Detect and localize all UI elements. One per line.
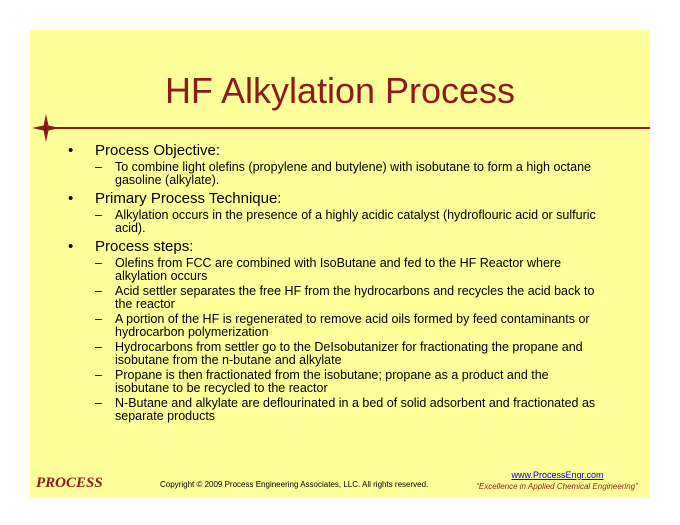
slide-title: HF Alkylation Process (164, 70, 516, 111)
dash-marker: – (95, 368, 102, 382)
website-link[interactable]: www.ProcessEngr.com (511, 470, 604, 480)
dash-marker: – (95, 160, 102, 174)
bullet-marker: • (68, 190, 74, 207)
company-logo: PROCESS (36, 475, 103, 491)
sub-bullet-text: Hydrocarbons from settler go to the DeIsobutanizer for fractionating the propane and isobutane from the n-butane and alkylate (115, 340, 583, 367)
slide (30, 30, 650, 498)
bullet-label: Process Objective: (95, 142, 221, 159)
sub-bullet-text: Acid settler separates the free HF from the hydrocarbons and recycles the acid back to the reactor (115, 284, 595, 311)
sub-bullet-item (66, 257, 646, 283)
sub-bullet-item (66, 341, 646, 367)
title-divider (42, 127, 650, 129)
dash-marker: – (95, 396, 102, 410)
sub-bullet-item (66, 397, 646, 423)
bullet-item (66, 190, 646, 207)
sub-bullet-text: Olefins from FCC are combined with IsoButane and fed to the HF Reactor where alkylation occurs (115, 256, 562, 283)
dash-marker: – (95, 208, 102, 222)
four-point-star-icon (32, 114, 60, 142)
bullet-item (66, 142, 646, 159)
sub-bullet-item (66, 209, 646, 235)
sub-bullet-item (66, 313, 646, 339)
sub-bullet-item (66, 369, 646, 395)
bullet-label: Primary Process Technique: (95, 190, 282, 207)
company-tagline: “Excellence in Applied Chemical Engineering” (476, 482, 638, 491)
sub-bullet-text: A portion of the HF is regenerated to remove acid oils formed by feed contaminants or hydrocarbon polymerization (115, 312, 590, 339)
bullet-marker: • (68, 238, 74, 255)
sub-bullet-text: Propane is then fractionated from the isobutane; propane as a product and the isobutane to be recycled to the reactor (115, 368, 549, 395)
copyright-notice: Copyright © 2009 Process Engineering Associates, LLC. All rights reserved. (160, 480, 429, 489)
sub-bullet-item (66, 285, 646, 311)
bullet-list (66, 139, 646, 423)
dash-marker: – (95, 312, 102, 326)
bullet-label: Process steps: (95, 238, 194, 255)
sub-bullet-item (66, 161, 646, 187)
dash-marker: – (95, 256, 102, 270)
bullet-marker: • (68, 142, 74, 159)
dash-marker: – (95, 284, 102, 298)
dash-marker: – (95, 340, 102, 354)
sub-bullet-text: Alkylation occurs in the presence of a highly acidic catalyst (hydroflouric acid or sulfuric acid). (115, 208, 596, 235)
sub-bullet-text: N-Butane and alkylate are deflourinated in a bed of solid adsorbent and fractionated as separate products (115, 396, 596, 423)
sub-bullet-text: To combine light olefins (propylene and butylene) with isobutane to form a high octane gasoline (alkylate). (115, 160, 591, 187)
bullet-item (66, 238, 646, 255)
